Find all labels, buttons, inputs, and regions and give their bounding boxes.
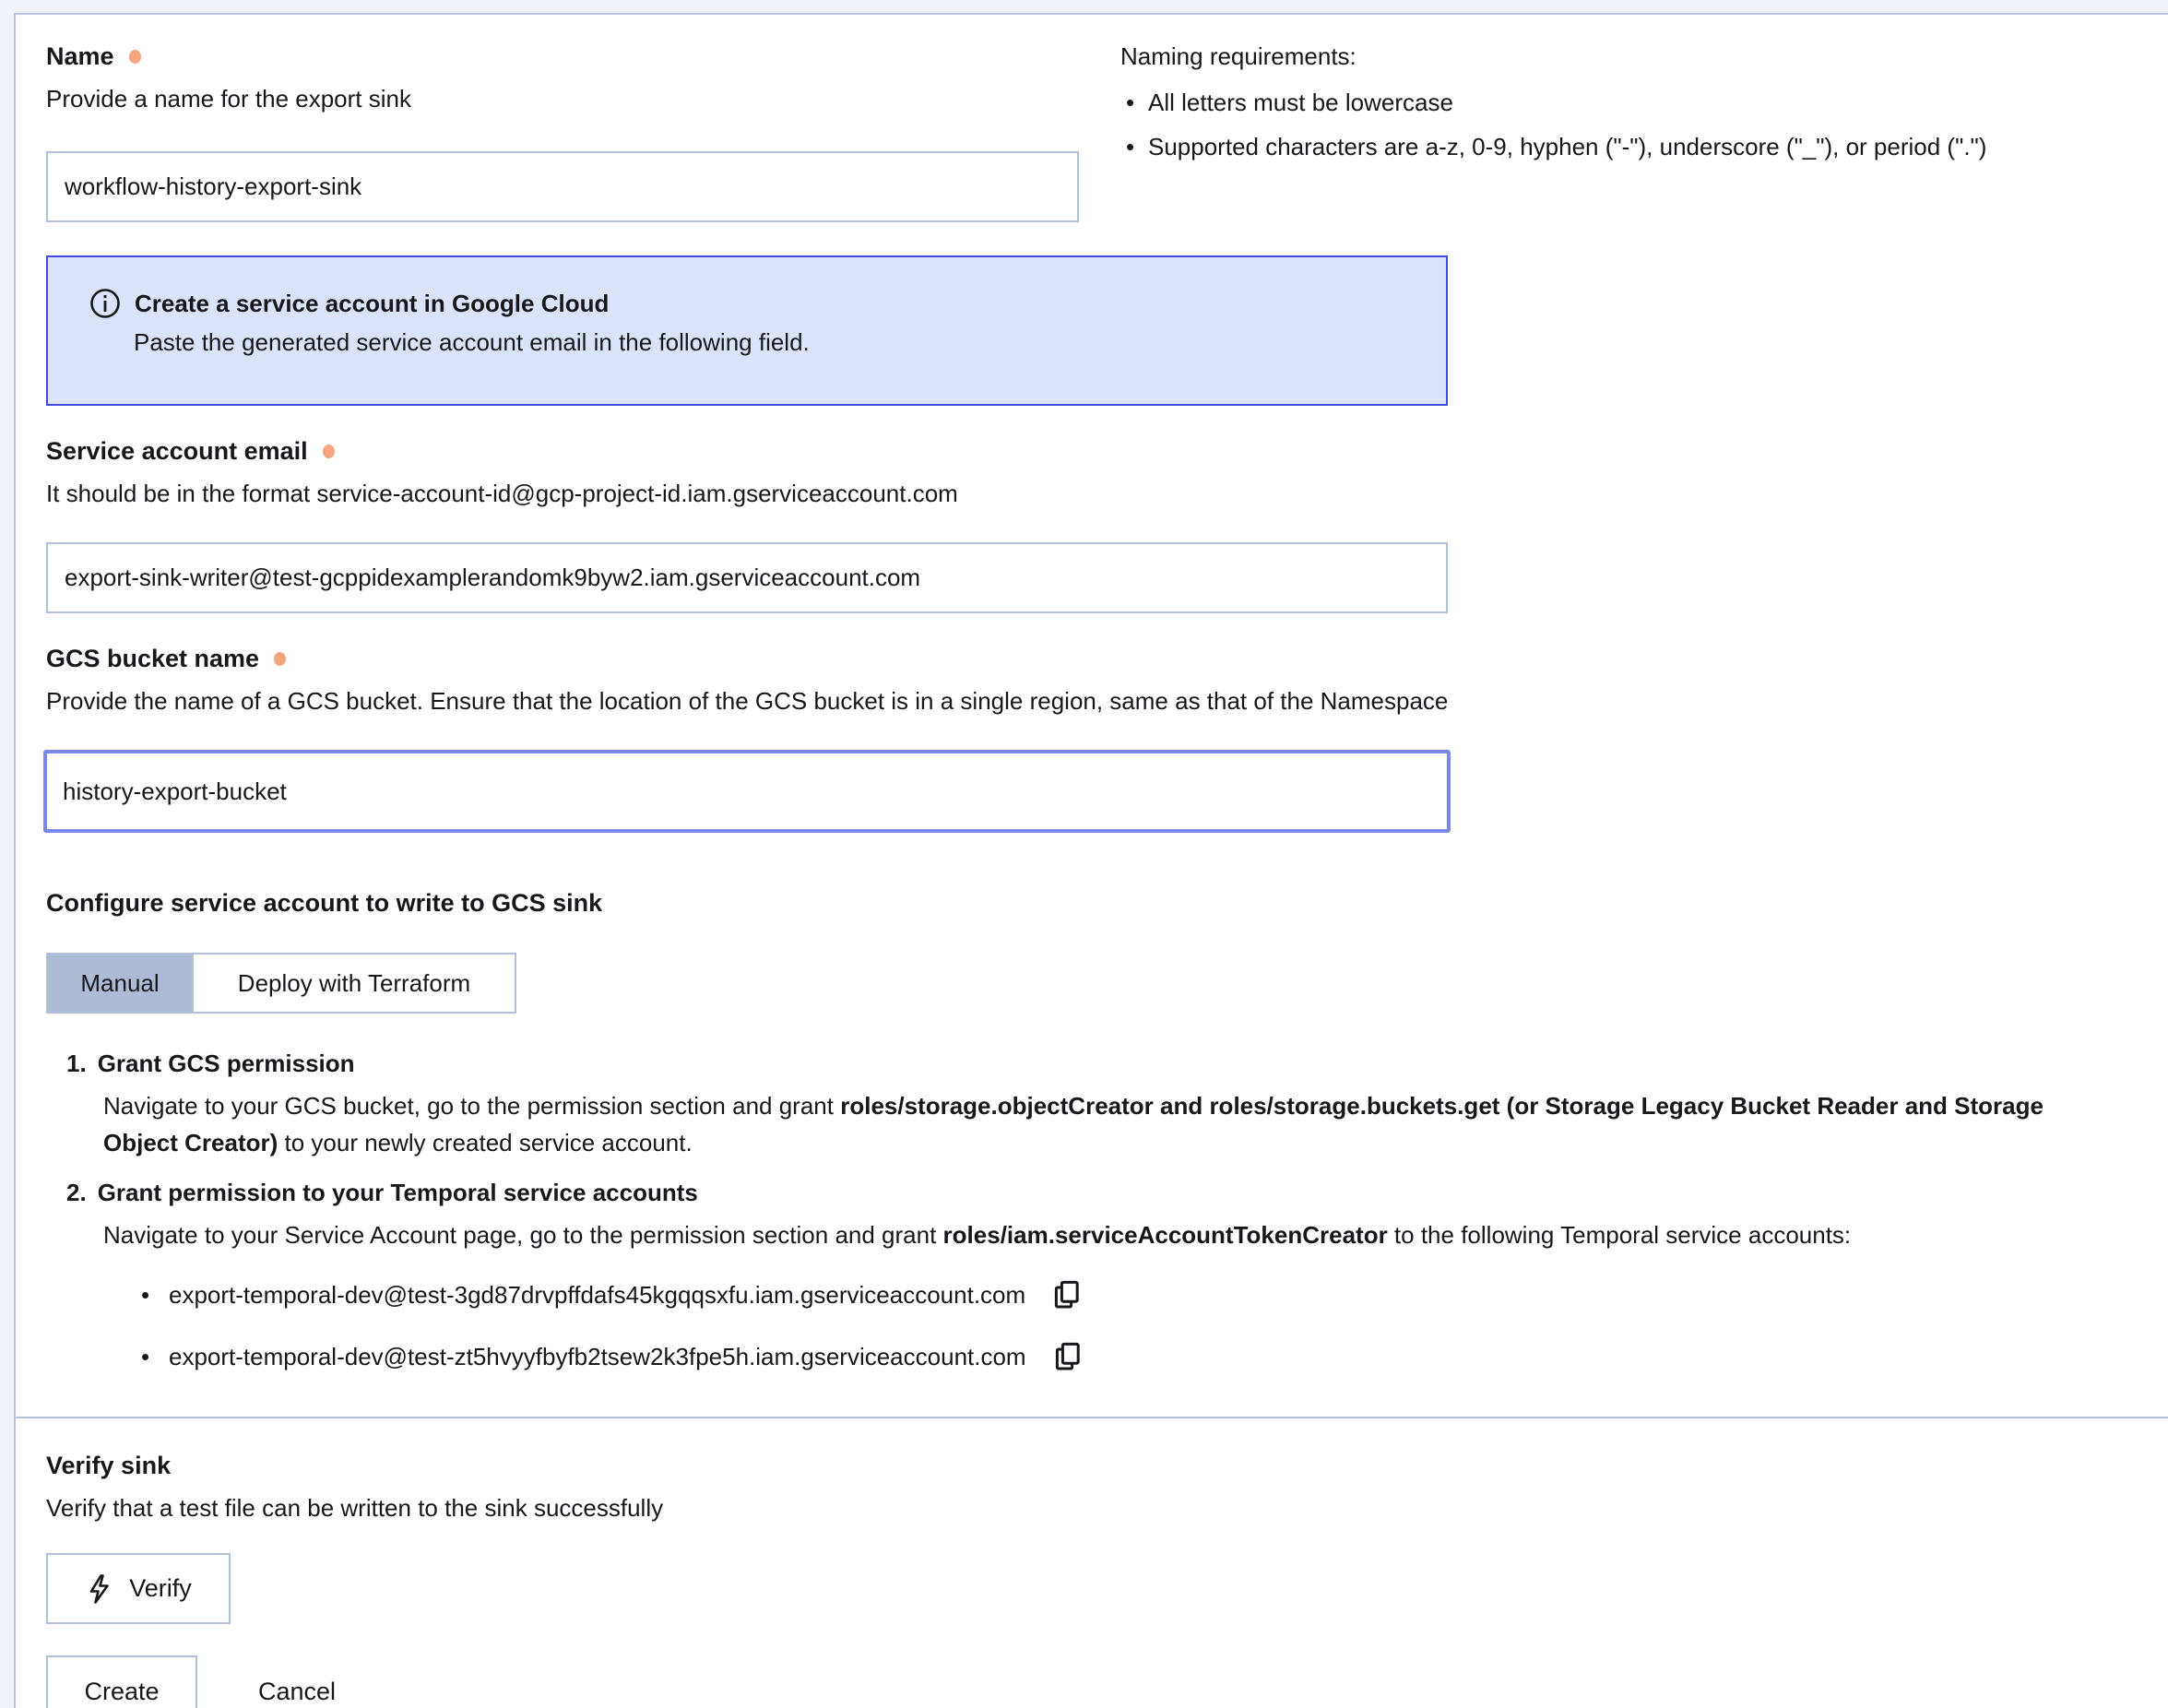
configure-tabs <box>46 953 516 1014</box>
naming-requirements-list <box>1120 87 2115 162</box>
naming-requirements-title: Naming requirements: <box>1120 42 1356 70</box>
temporal-service-account-email: export-temporal-dev@test-zt5hvyyfbyfb2tsew2k3fpe5h.iam.gserviceaccount.com <box>169 1342 1026 1370</box>
verify-sink-title: Verify sink <box>46 1452 172 1479</box>
manual-steps <box>46 1047 2115 1374</box>
list-item <box>141 1277 2115 1312</box>
list-item <box>141 1339 2115 1374</box>
name-field-column <box>46 41 1079 222</box>
step-2-body-suffix: to the following Temporal service accounts: <box>1387 1221 1852 1249</box>
export-sink-form-panel <box>14 13 2168 1708</box>
form-actions <box>46 1655 2115 1708</box>
name-label-row <box>46 41 1079 72</box>
name-section <box>46 41 2115 222</box>
tab-manual[interactable]: Manual <box>48 955 192 1012</box>
step-1-body-suffix: to your newly created service account. <box>278 1129 693 1156</box>
step-2-body-bold: roles/iam.serviceAccountTokenCreator <box>942 1221 1388 1249</box>
service-account-description: It should be in the format service-account-id@gcp-project-id.iam.gserviceaccount.com <box>46 480 958 507</box>
required-dot-icon <box>129 50 141 64</box>
bucket-label-row <box>46 643 2115 674</box>
step-2-body-prefix: Navigate to your Service Account page, go to the permission section and grant <box>103 1221 943 1249</box>
step-1-body <box>103 1087 2114 1161</box>
service-account-label-row <box>46 435 2115 467</box>
tab-deploy-with-terraform[interactable]: Deploy with Terraform <box>192 955 515 1012</box>
name-label: Name <box>46 42 114 70</box>
copy-icon[interactable] <box>1049 1277 1084 1312</box>
copy-icon[interactable] <box>1050 1339 1085 1374</box>
gcs-bucket-name-input[interactable] <box>43 750 1451 833</box>
bucket-description: Provide the name of a GCS bucket. Ensure that the location of the GCS bucket is in a single region, same as that of the Namespace <box>46 687 1449 715</box>
step-2-title-row <box>66 1176 2115 1209</box>
service-account-email-input[interactable] <box>46 542 1448 613</box>
temporal-service-account-list <box>141 1277 2115 1374</box>
cancel-button[interactable]: Cancel <box>258 1677 337 1705</box>
service-account-info-box <box>46 255 1448 406</box>
step-1-body-bold: roles/storage.objectCreator and roles/storage.buckets.get (or Storage Legacy Bucket Reader and Storage Object Creator) <box>103 1092 2044 1156</box>
verify-sink-description: Verify that a test file can be written to the sink successfully <box>46 1494 664 1522</box>
temporal-service-account-email: export-temporal-dev@test-3gd87drvpffdafs45kgqqsxfu.iam.gserviceaccount.com <box>169 1280 1026 1309</box>
required-dot-icon <box>323 445 335 458</box>
step-2-title: Grant permission to your Temporal service accounts <box>97 1179 698 1206</box>
info-box-title: Create a service account in Google Cloud <box>135 290 610 317</box>
info-box-body: Paste the generated service account email in the following field. <box>134 328 810 356</box>
step-1-body-prefix: Navigate to your GCS bucket, go to the permission section and grant <box>103 1092 841 1120</box>
verify-button-label: Verify <box>129 1574 192 1602</box>
info-title-row <box>89 287 1428 320</box>
service-account-label: Service account email <box>46 437 308 465</box>
bolt-icon <box>85 1573 113 1605</box>
naming-requirement-item: • Supported characters are a-z, 0-9, hyphen ("-"), underscore ("_"), or period (".") <box>1120 131 2115 162</box>
info-icon <box>89 288 121 319</box>
required-dot-icon <box>274 652 286 666</box>
bullet-icon: • <box>141 1342 150 1370</box>
bullet-icon: • <box>141 1280 150 1309</box>
step-1-title: Grant GCS permission <box>97 1050 355 1077</box>
form-content <box>16 15 2168 1708</box>
configure-section-title: Configure service account to write to GCS sink <box>46 889 603 917</box>
bucket-label: GCS bucket name <box>46 645 260 672</box>
name-description: Provide a name for the export sink <box>46 85 411 113</box>
step-2-body <box>103 1216 2114 1253</box>
step-1-title-row <box>66 1047 2115 1080</box>
step-1-number: 1. <box>66 1050 87 1077</box>
sink-name-input[interactable] <box>46 151 1079 222</box>
create-button[interactable]: Create <box>46 1655 197 1708</box>
section-divider <box>16 1417 2168 1418</box>
naming-requirements <box>1120 41 2115 222</box>
step-2-number: 2. <box>66 1179 87 1206</box>
verify-button[interactable] <box>46 1553 231 1624</box>
naming-requirement-item: • All letters must be lowercase <box>1120 87 2115 118</box>
